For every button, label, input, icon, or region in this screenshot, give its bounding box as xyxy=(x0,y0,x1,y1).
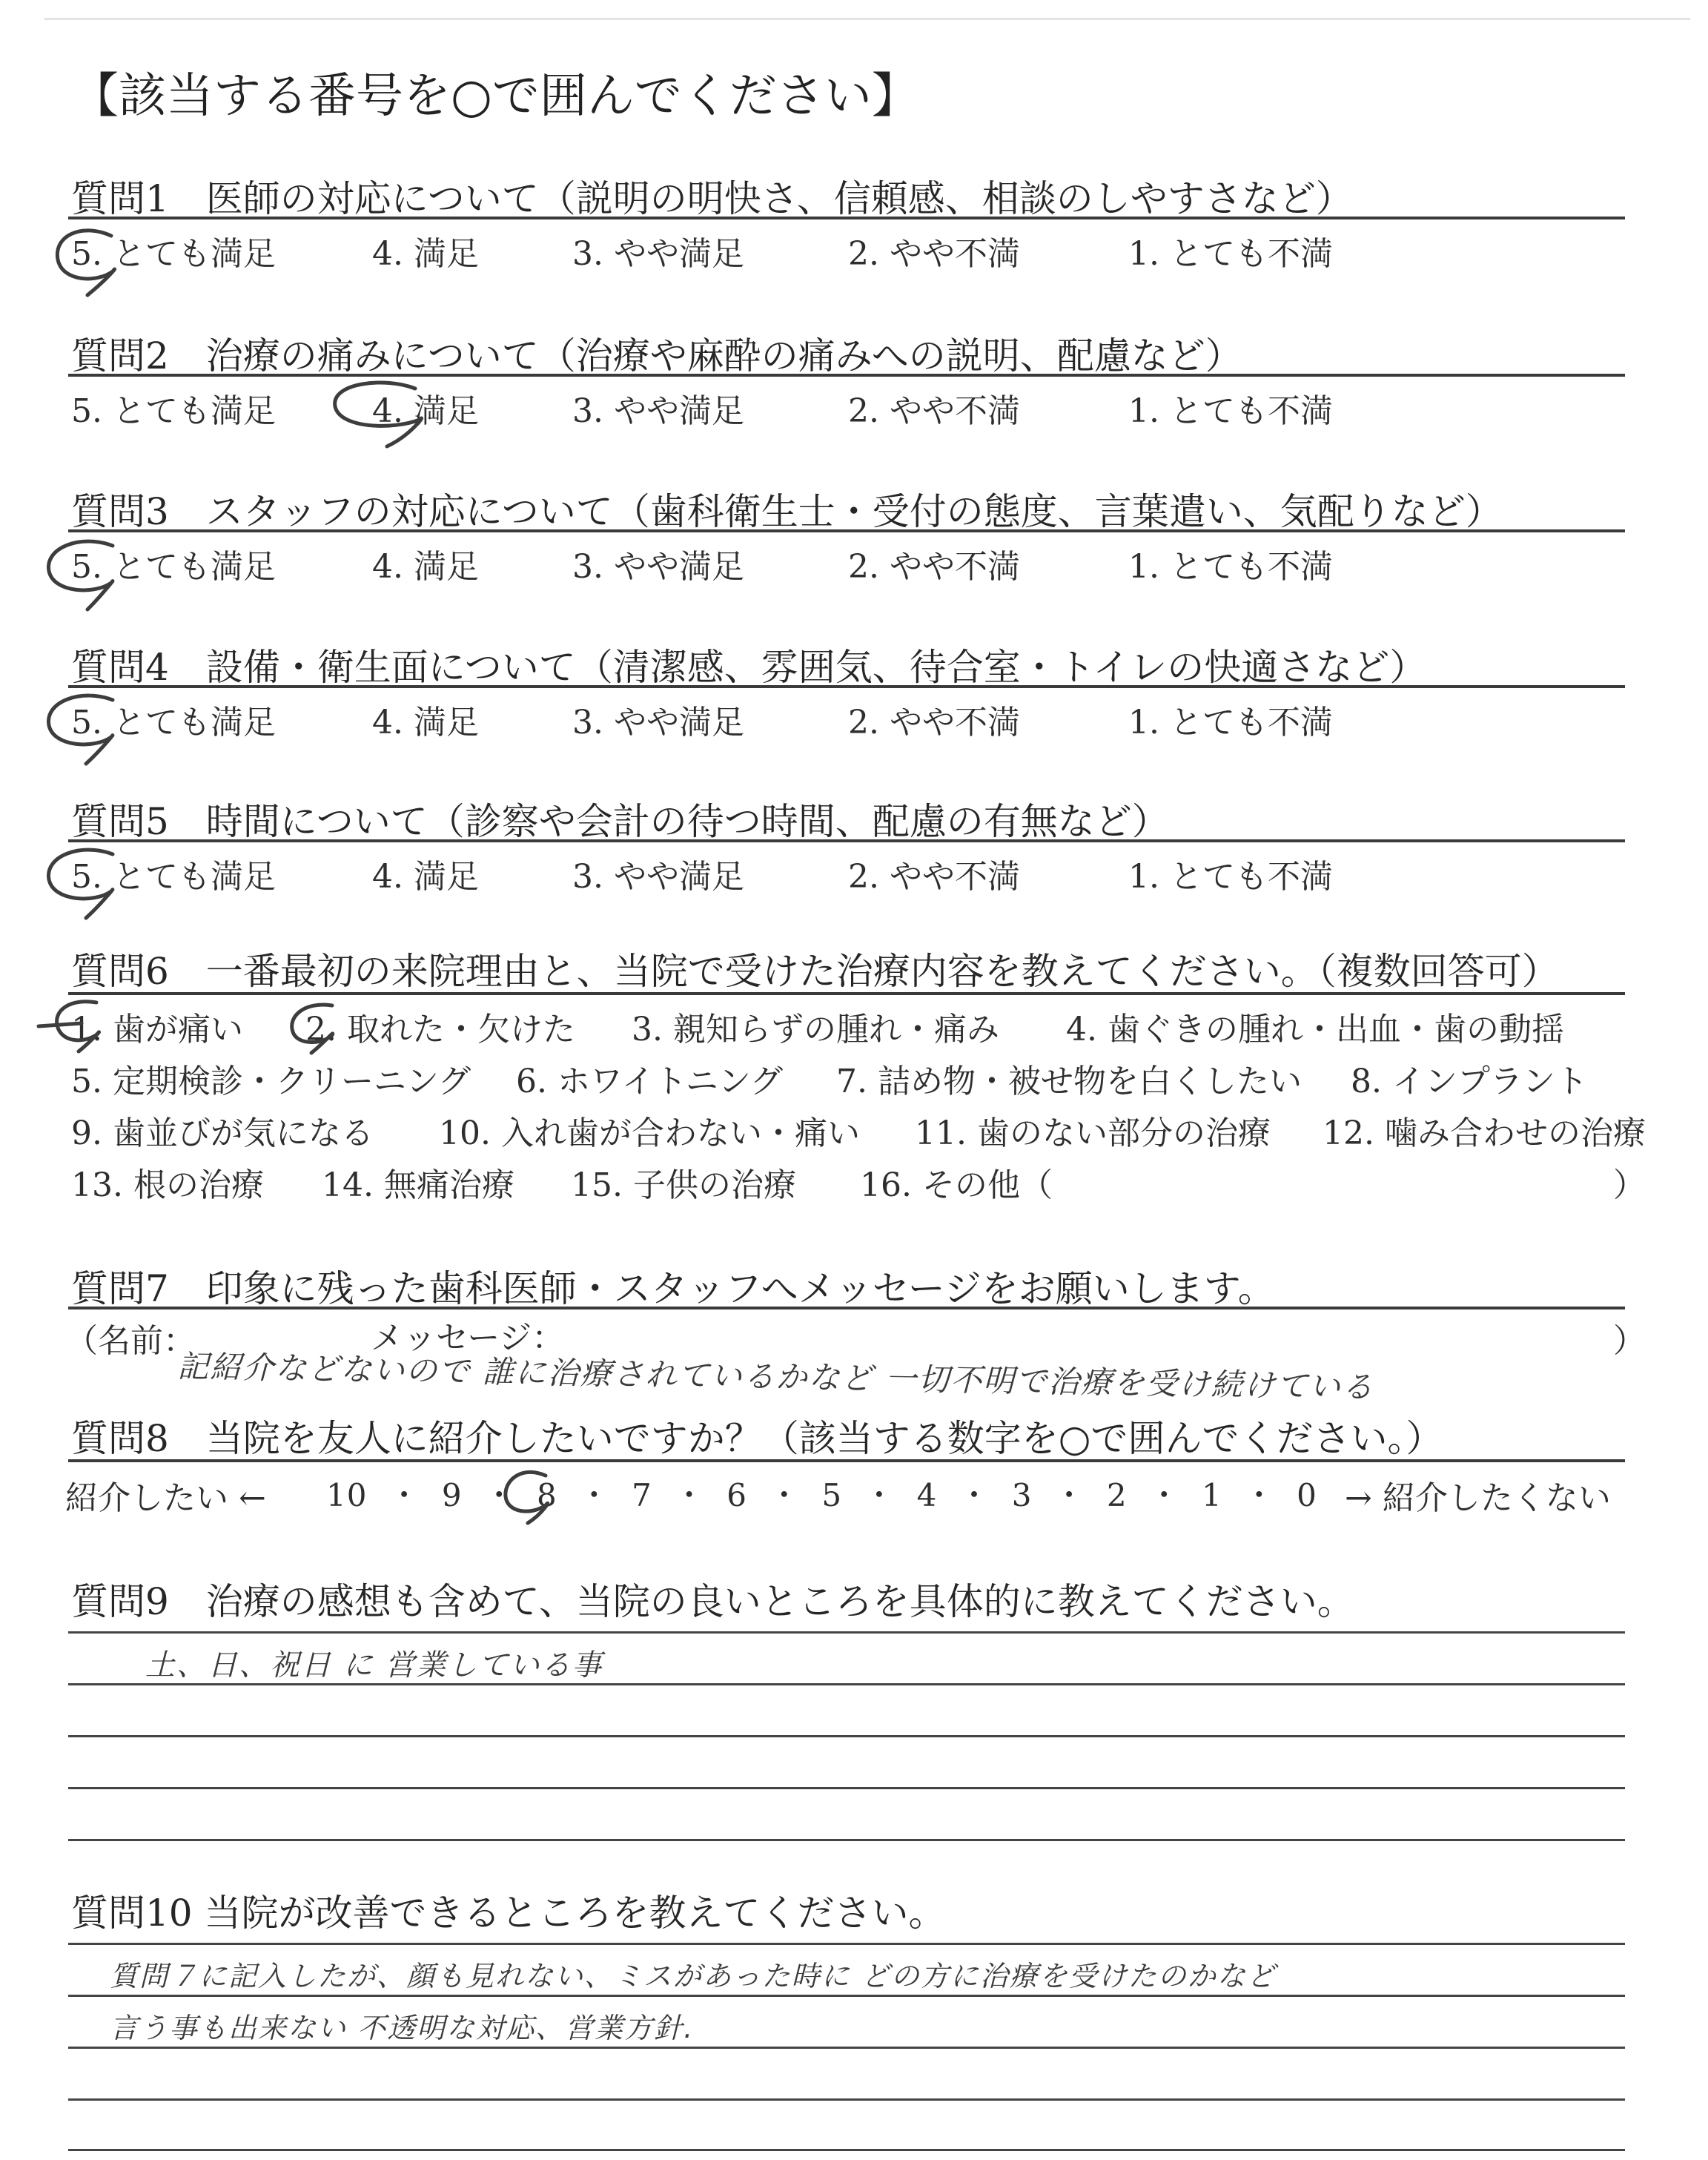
q3-option-1[interactable]: 1. とても不満 xyxy=(1128,548,1333,586)
q5-option-2[interactable]: 2. やや不満 xyxy=(848,858,1020,896)
q9-answer-line xyxy=(68,1735,1625,1737)
q5-option-5[interactable]: 5. とても満足 xyxy=(71,858,276,896)
q6-option-1[interactable]: 1. 歯が痛い xyxy=(71,1011,243,1048)
question-8-heading: 質問8 当院を友人に紹介したいですか？（該当する数字を○で囲んでください。） xyxy=(71,1417,1443,1460)
q6-option-12[interactable]: 12. 噛み合わせの治療 xyxy=(1323,1114,1646,1152)
q6-option-9[interactable]: 9. 歯並びが気になる xyxy=(71,1114,374,1152)
question-3-heading: 質問3 スタッフの対応について（歯科衛生士・受付の態度、言葉遣い、気配りなど） xyxy=(71,490,1503,533)
q6-option-13[interactable]: 13. 根の治療 xyxy=(71,1166,264,1204)
q2-option-3[interactable]: 3. やや満足 xyxy=(572,392,744,430)
q6-option-7[interactable]: 7. 詰め物・被せ物を白くしたい xyxy=(836,1063,1302,1100)
q3-option-4[interactable]: 4. 満足 xyxy=(372,548,479,586)
q2-option-4[interactable]: 4. 満足 xyxy=(372,392,479,430)
question-4-heading: 質問4 設備・衛生面について（清潔感、雰囲気、待合室・トイレの快適さなど） xyxy=(71,646,1427,689)
question-7-rule xyxy=(68,1307,1625,1309)
question-10-heading: 質問10 当院が改善できるところを教えてください。 xyxy=(71,1892,946,1935)
q9-answer-line xyxy=(68,1839,1625,1841)
q8-scale-value-8[interactable]: 8 xyxy=(537,1477,557,1513)
q7-message-label: メッセージ： xyxy=(371,1319,565,1357)
question-9-heading: 質問9 治療の感想も含めて、当院の良いところを具体的に教えてください。 xyxy=(71,1580,1354,1623)
q8-scale-separator: ・ xyxy=(1127,1477,1202,1513)
q8-scale-value-9[interactable]: 9 xyxy=(441,1477,463,1513)
q8-scale-separator: ・ xyxy=(652,1477,727,1513)
q1-option-3[interactable]: 3. やや満足 xyxy=(572,235,744,273)
q1-option-1[interactable]: 1. とても不満 xyxy=(1128,235,1333,273)
q9-answer-line xyxy=(68,1787,1625,1789)
q10-answer-line xyxy=(68,2149,1625,2151)
q6-option-8[interactable]: 8. インプラント xyxy=(1351,1063,1588,1100)
question-1-heading: 質問1 医師の対応について（説明の明快さ、信頼感、相談のしやすさなど） xyxy=(71,177,1353,220)
q10-answer-line xyxy=(68,2098,1625,2101)
q8-scale-value-2[interactable]: 2 xyxy=(1106,1477,1128,1513)
q8-scale-value-10[interactable]: 10 xyxy=(326,1477,368,1513)
q6-option-2[interactable]: 2. 取れた・欠けた xyxy=(305,1011,575,1048)
q1-option-2[interactable]: 2. やや不満 xyxy=(848,235,1020,273)
q8-scale-separator: ・ xyxy=(937,1477,1012,1513)
question-8-rule xyxy=(68,1459,1625,1462)
q4-option-3[interactable]: 3. やや満足 xyxy=(572,704,744,742)
q1-option-4[interactable]: 4. 満足 xyxy=(372,235,479,273)
q8-scale-value-6[interactable]: 6 xyxy=(726,1477,748,1513)
q8-scale xyxy=(326,1471,1317,1516)
q8-scale-value-1[interactable]: 1 xyxy=(1201,1477,1222,1513)
q10-answer-line xyxy=(68,1943,1625,1945)
question-7-heading: 質問7 印象に残った歯科医師・スタッフへメッセージをお願いします。 xyxy=(71,1267,1275,1310)
q10-handwritten-line-2: 言う事も出来ない 不透明な対応、営業方針. xyxy=(110,2012,695,2044)
q6-option-11[interactable]: 11. 歯のない部分の治療 xyxy=(915,1114,1271,1152)
q8-scale-separator: ・ xyxy=(367,1477,442,1513)
q8-scale-value-5[interactable]: 5 xyxy=(821,1477,843,1513)
q8-scale-value-0[interactable]: 0 xyxy=(1297,1477,1317,1513)
form-title: 【該当する番号を○で囲んでください】 xyxy=(71,69,919,124)
q8-right-label: → 紹介したくない xyxy=(1345,1479,1611,1517)
q7-close-paren: ） xyxy=(1613,1322,1646,1360)
q6-option-6[interactable]: 6. ホワイトニング xyxy=(516,1063,784,1100)
q3-option-5[interactable]: 5. とても満足 xyxy=(71,548,276,586)
q8-scale-value-7[interactable]: 7 xyxy=(632,1477,652,1513)
q8-scale-separator: ・ xyxy=(1222,1477,1297,1513)
question-2-heading: 質問2 治療の痛みについて（治療や麻酔の痛みへの説明、配慮など） xyxy=(71,334,1242,377)
q2-option-1[interactable]: 1. とても不満 xyxy=(1128,392,1333,430)
q7-handwritten-message: 記紹介などないので 誰に治療されているかなど 一切不明で治療を受け続けている xyxy=(177,1347,1375,1406)
q8-scale-separator: ・ xyxy=(557,1477,632,1513)
q10-handwritten-line-1: 質問７に記入したが、顔も見れない、ミスがあった時に どの方に治療を受けたのかなど xyxy=(110,1960,1277,1992)
q5-option-4[interactable]: 4. 満足 xyxy=(372,858,479,896)
q6-option-14[interactable]: 14. 無痛治療 xyxy=(322,1166,514,1204)
scan-top-edge xyxy=(44,18,1690,20)
q5-option-1[interactable]: 1. とても不満 xyxy=(1128,858,1333,896)
question-5-rule xyxy=(68,839,1625,842)
q6-option-4[interactable]: 4. 歯ぐきの腫れ・出血・歯の動揺 xyxy=(1066,1011,1564,1048)
question-4-rule xyxy=(68,685,1625,688)
q4-option-5[interactable]: 5. とても満足 xyxy=(71,704,276,742)
q4-option-4[interactable]: 4. 満足 xyxy=(372,704,479,742)
question-6-heading: 質問6 一番最初の来院理由と、当院で受けた治療内容を教えてください。（複数回答可） xyxy=(71,950,1559,993)
q6-option-10[interactable]: 10. 入れ歯が合わない・痛い xyxy=(439,1114,860,1152)
question-6-rule xyxy=(68,992,1625,995)
q6-other-close-paren: ） xyxy=(1613,1166,1646,1204)
q8-scale-value-3[interactable]: 3 xyxy=(1011,1477,1033,1513)
question-3-rule xyxy=(68,529,1625,532)
q2-option-2[interactable]: 2. やや不満 xyxy=(848,392,1020,430)
q8-scale-separator: ・ xyxy=(1032,1477,1107,1513)
q2-option-5[interactable]: 5. とても満足 xyxy=(71,392,276,430)
q8-left-label: 紹介したい ← xyxy=(65,1479,266,1517)
q3-option-2[interactable]: 2. やや不満 xyxy=(848,548,1020,586)
question-2-rule xyxy=(68,374,1625,377)
q7-name-label: （名前： xyxy=(65,1322,196,1360)
q8-scale-separator: ・ xyxy=(462,1477,537,1513)
q10-answer-line xyxy=(68,2047,1625,2049)
q6-option-16-other[interactable]: 16. その他（ xyxy=(860,1166,1053,1204)
q6-option-15[interactable]: 15. 子供の治療 xyxy=(571,1166,796,1204)
q8-scale-separator: ・ xyxy=(842,1477,917,1513)
q4-option-2[interactable]: 2. やや不満 xyxy=(848,704,1020,742)
q5-option-3[interactable]: 3. やや満足 xyxy=(572,858,744,896)
question-5-heading: 質問5 時間について（診察や会計の待つ時間、配慮の有無など） xyxy=(71,800,1169,843)
q6-option-3[interactable]: 3. 親知らずの腫れ・痛み xyxy=(632,1011,999,1048)
q6-option-5[interactable]: 5. 定期検診・クリーニング xyxy=(71,1063,471,1100)
q8-scale-separator: ・ xyxy=(747,1477,822,1513)
q9-handwritten-answer: 土、日、祝日 に 営業している事 xyxy=(145,1648,603,1682)
question-1-rule xyxy=(68,217,1625,219)
q1-option-5[interactable]: 5. とても満足 xyxy=(71,235,276,273)
q10-answer-line xyxy=(68,1995,1625,1997)
q3-option-3[interactable]: 3. やや満足 xyxy=(572,548,744,586)
q4-option-1[interactable]: 1. とても不満 xyxy=(1128,704,1333,742)
q8-scale-value-4[interactable]: 4 xyxy=(916,1477,938,1513)
q9-answer-line xyxy=(68,1631,1625,1634)
